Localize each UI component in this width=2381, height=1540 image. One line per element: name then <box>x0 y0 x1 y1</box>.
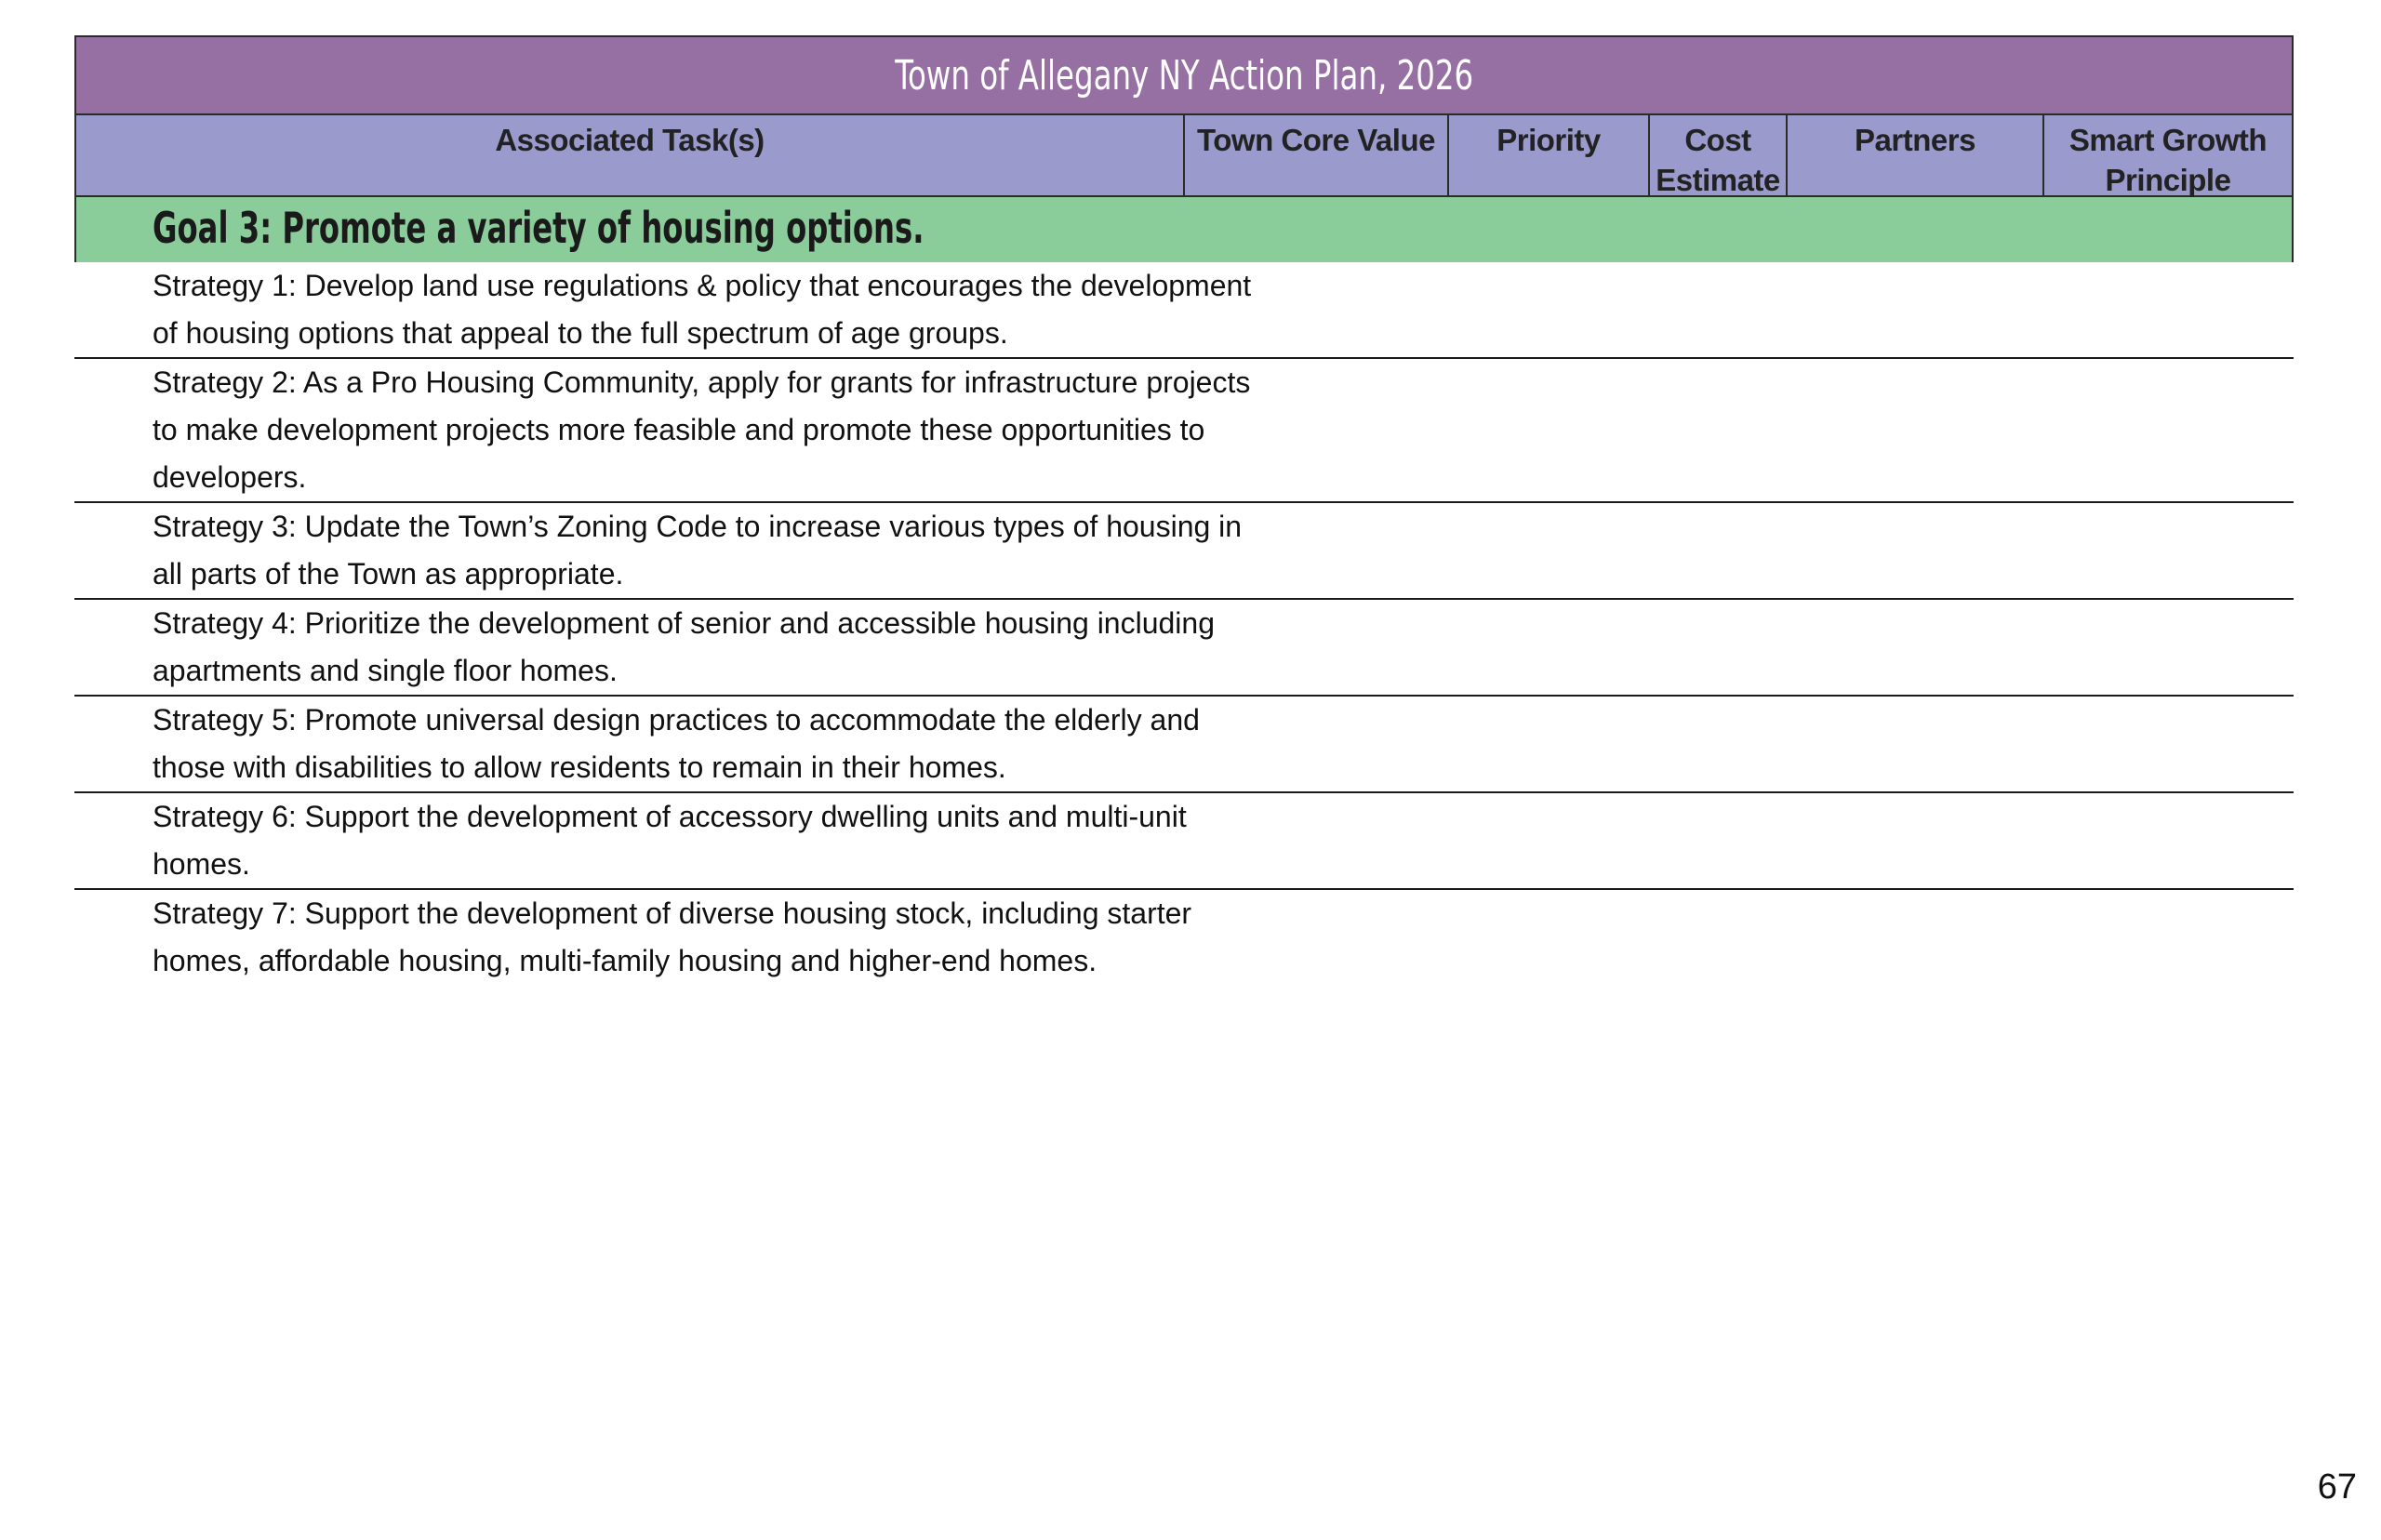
table-title-bar <box>74 35 2294 115</box>
strategy-row-2 <box>74 359 2294 503</box>
strategy-row-6 <box>74 793 2294 890</box>
strategy-row-1 <box>74 262 2294 359</box>
strategy-text: Strategy 3: Update the Town’s Zoning Code to increase various types of housing in all parts of the Town as appropriate. <box>153 510 1243 591</box>
strategy-row-7 <box>74 890 2294 985</box>
strategy-text: Strategy 7: Support the development of diverse housing stock, including starter homes, affordable housing, multi-family housing and higher-end homes. <box>153 896 1192 977</box>
strategy-row-3 <box>74 503 2294 600</box>
page-number: 67 <box>2317 1467 2357 1507</box>
smart-growth-line-2: Principle <box>2105 163 2231 197</box>
strategy-text: Strategy 4: Prioritize the development of senior and accessible housing including apartments and single floor homes. <box>153 606 1215 687</box>
smart-growth-line-1: Smart Growth <box>2068 123 2268 157</box>
column-header-row <box>74 115 2294 197</box>
strategy-text: Strategy 5: Promote universal design practices to accommodate the elderly and those with disabilities to allow residents to remain in their homes. <box>153 703 1200 784</box>
column-header-cost-estimate <box>1650 115 1788 195</box>
strategy-text: Strategy 2: As a Pro Housing Community, apply for grants for infrastructure projects to make development projects more feasible and promote these opportunities to developers. <box>153 365 1251 494</box>
column-header-priority: Priority <box>1449 115 1650 195</box>
column-header-town-core-value: Town Core Value <box>1185 115 1449 195</box>
cost-estimate-line-1: Cost <box>1684 123 1751 157</box>
goal-row <box>74 197 2294 262</box>
column-header-smart-growth-principle <box>2044 115 2292 195</box>
strategy-text: Strategy 6: Support the development of accessory dwelling units and multi-unit homes. <box>153 800 1187 881</box>
action-plan-table <box>74 35 2294 985</box>
cost-estimate-line-2: Estimate <box>1656 163 1780 197</box>
goal-title: Goal 3: Promote a variety of housing options. <box>153 203 924 253</box>
strategy-text: Strategy 1: Develop land use regulations & policy that encourages the development of housing options that appeal to the full spectrum of age groups. <box>153 269 1252 350</box>
strategy-row-5 <box>74 697 2294 793</box>
strategy-row-4 <box>74 600 2294 697</box>
table-title: Town of Allegany NY Action Plan, 2026 <box>895 51 1473 100</box>
column-header-associated-tasks: Associated Task(s) <box>76 115 1185 195</box>
column-header-partners: Partners <box>1788 115 2044 195</box>
